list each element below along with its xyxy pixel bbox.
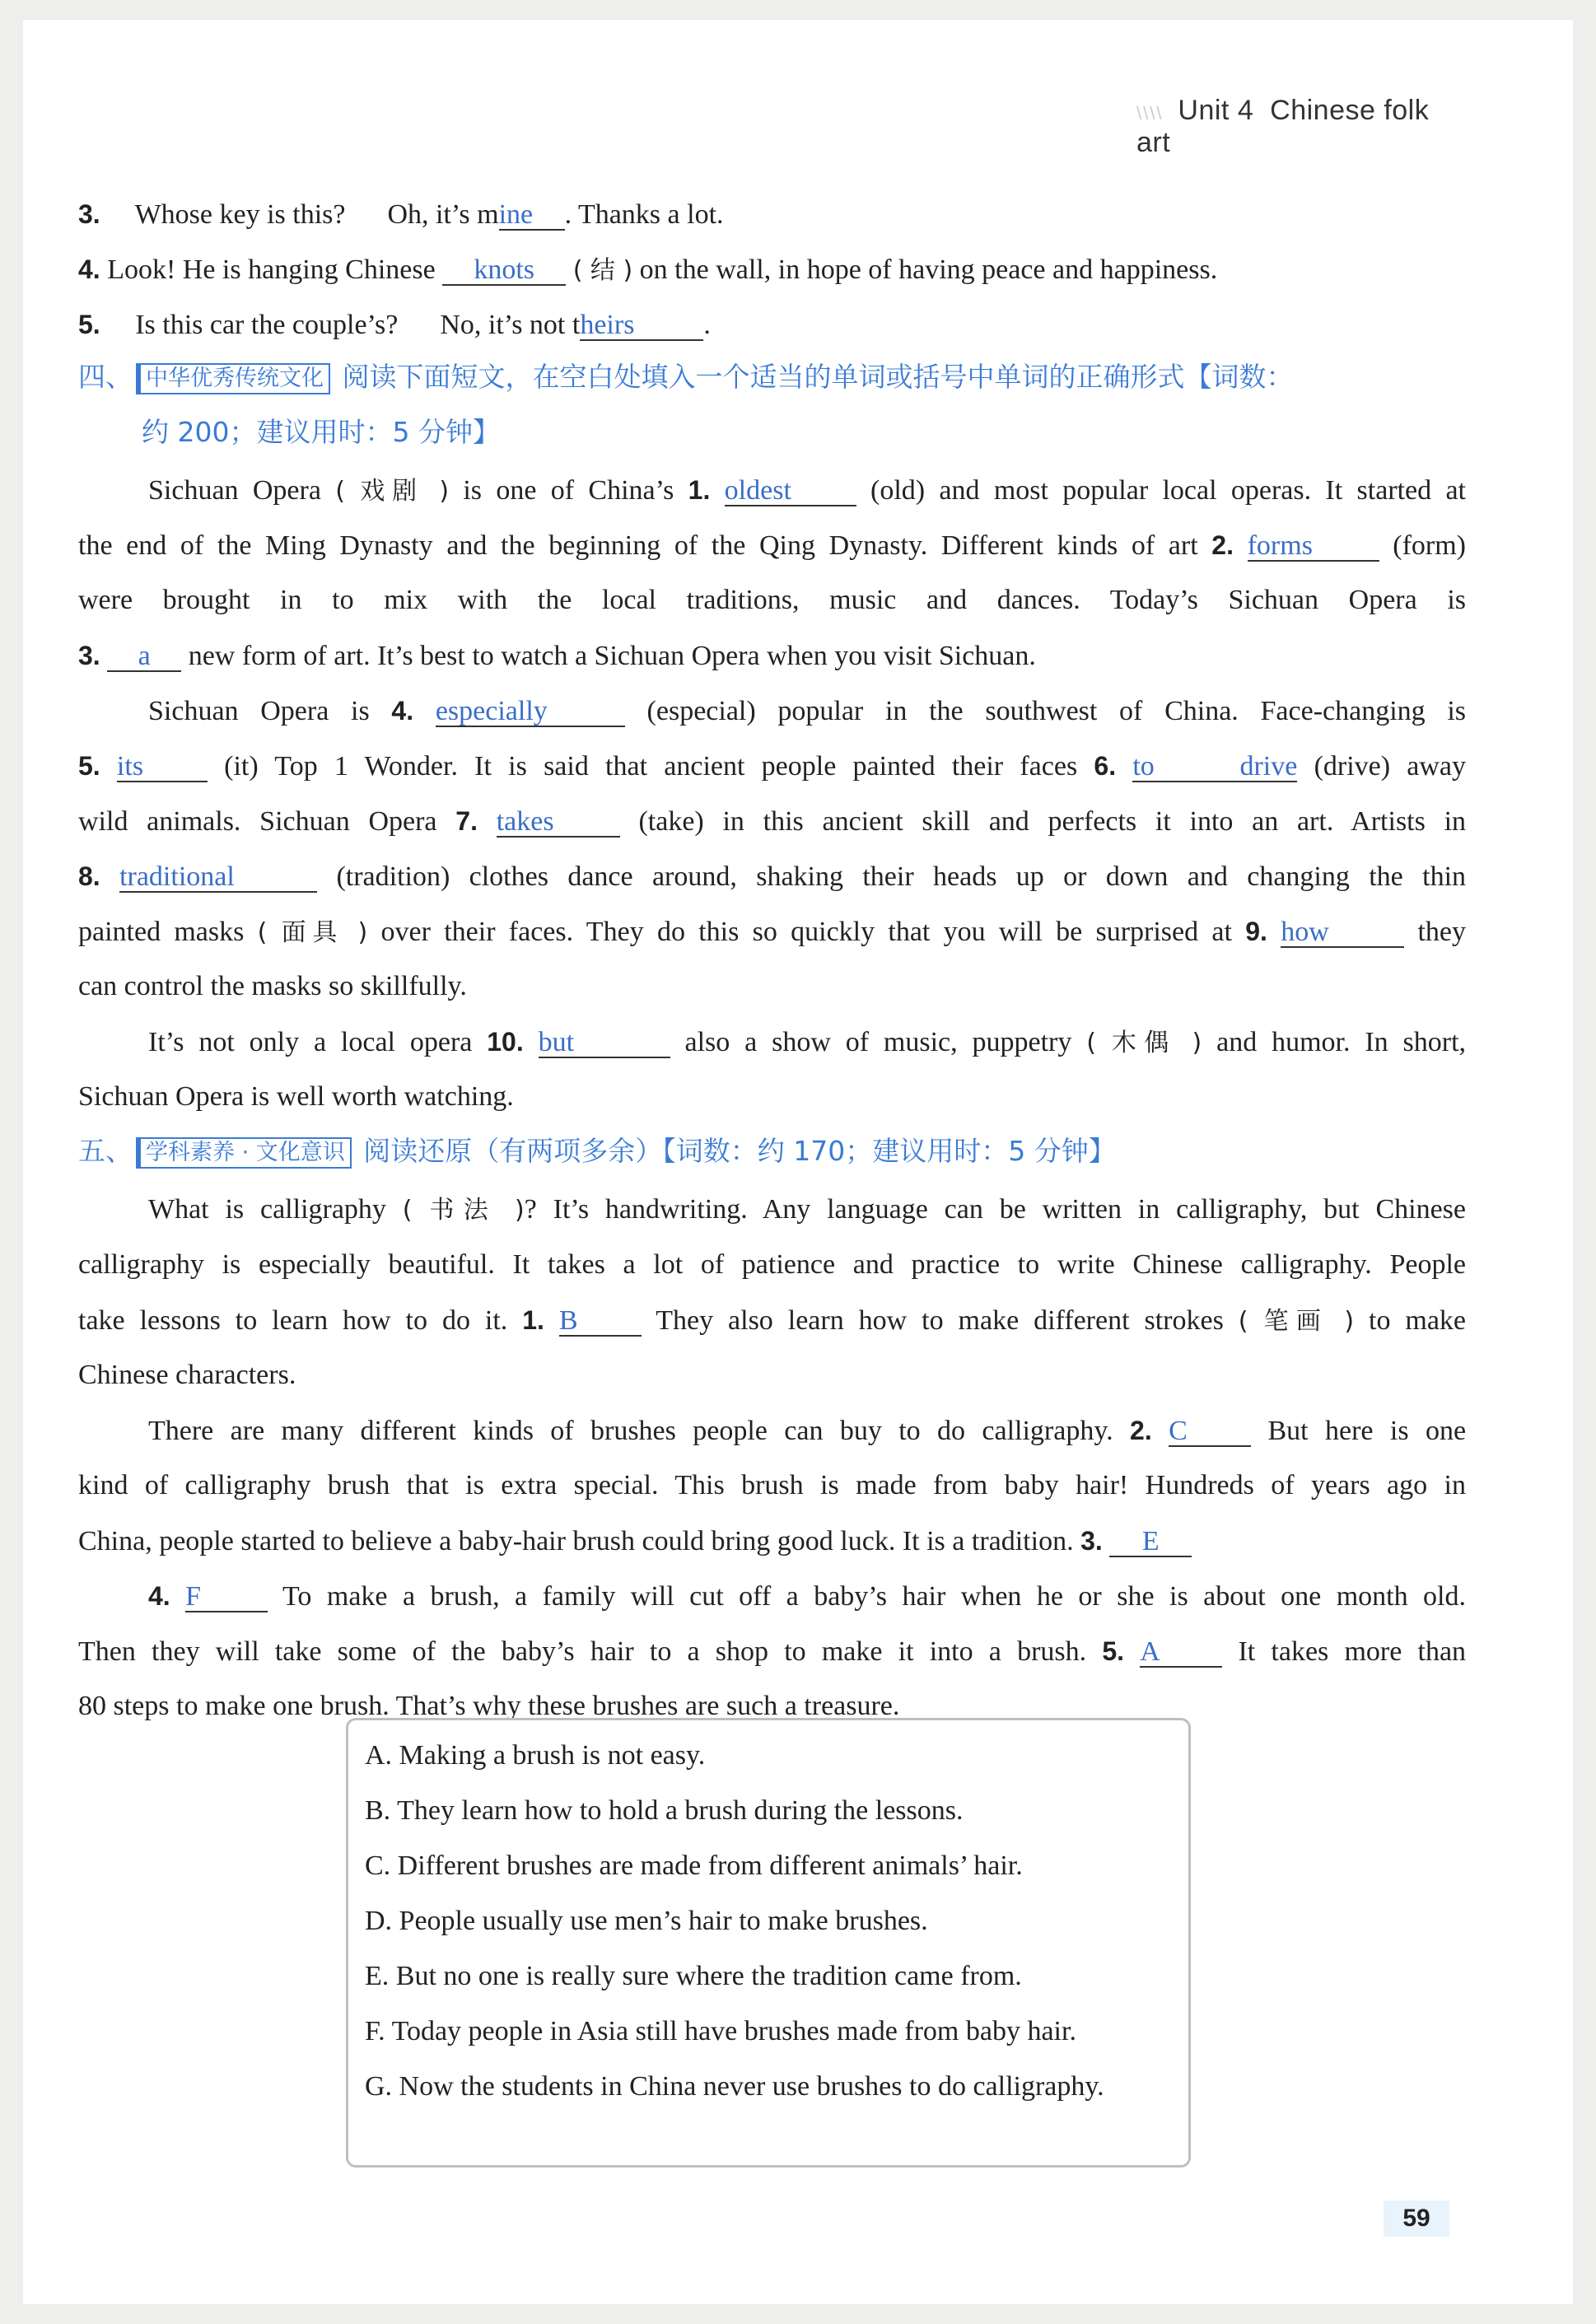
question-text: . Thanks a lot. (564, 199, 724, 230)
answer-blank: a (107, 642, 181, 672)
section-number: 四、 (78, 361, 133, 393)
question-number: 4. (78, 254, 100, 284)
text-segment: 4. (148, 1581, 170, 1611)
passage1-line (78, 583, 1466, 618)
text-segment: calligraphy is especially beautiful. It takes a lot of patience and practice to write Chinese calligraphy. People (78, 1249, 1466, 1280)
passage1-line (148, 473, 1466, 509)
passage2-line (148, 1579, 1466, 1614)
text-segment: ( 戏剧 ) (335, 477, 450, 506)
text-segment: over their faces. They do this so quickly that you will be surprised at (380, 917, 1232, 947)
text-segment: Sichuan Opera is well worth watching. (78, 1081, 514, 1112)
text-segment: To make a brush, a family will cut off a baby’s hair when he or she is about one month old. (282, 1581, 1467, 1612)
answer-blank: B (559, 1307, 642, 1337)
passage2-line (78, 1358, 1466, 1393)
question-text: No, it’s not t (440, 310, 581, 340)
text-segment: they (1417, 917, 1467, 947)
answer-blank: takes (497, 808, 620, 838)
passage1-line (78, 859, 1466, 894)
option-e: E. But no one is really sure where the tradition came from. (365, 1961, 1022, 1991)
text-segment: 80 steps to make one brush. That’s why these brushes are such a treasure. (78, 1691, 900, 1721)
text-segment: Sichuan Opera (148, 475, 321, 506)
unit-title: Chinese folk art (1136, 95, 1430, 158)
answer-blank: forms (1248, 532, 1379, 562)
option-g: G. Now the students in China never use brushes to do calligraphy. (365, 2071, 1104, 2102)
answer-blank: oldest (725, 477, 856, 506)
chinese-hint: ( 结 ) (572, 256, 633, 285)
question-4 (78, 252, 1466, 288)
section-5-heading (78, 1133, 1116, 1169)
text-segment: 1. (688, 475, 711, 505)
text-segment: to make (1369, 1305, 1467, 1336)
answer-blank: F (185, 1583, 268, 1612)
passage1-line (78, 1080, 1466, 1114)
text-segment: China, people started to believe a baby-hair brush could bring good luck. It is a tradition. (78, 1526, 1074, 1556)
text-segment: 3. (1080, 1526, 1103, 1556)
text-segment: Chinese characters. (78, 1360, 296, 1390)
passage1-line (78, 638, 1466, 674)
text-segment: can control the masks so skillfully. (78, 971, 467, 1001)
passage1-line (148, 693, 1466, 729)
text-segment: ( 木偶 ) (1086, 1029, 1202, 1057)
text-segment: 5. (78, 751, 100, 781)
section-tag: 学科素养 · 文化意识 (136, 1137, 352, 1169)
question-3 (78, 197, 1466, 232)
question-number: 5. (78, 310, 100, 339)
section-title-cont: 约 200；建议用时：5 分钟】 (142, 416, 500, 448)
passage2-line (78, 1524, 1466, 1559)
text-segment: But here is one (1267, 1416, 1467, 1446)
text-segment: It’s not only a local opera (148, 1027, 473, 1057)
text-segment: ( 面具 ) (257, 918, 368, 947)
section-4-heading (78, 359, 1294, 395)
text-segment: is one of China’s (463, 475, 674, 506)
section-tag: 中华优秀传统文化 (136, 363, 330, 394)
answer-blank: A (1140, 1638, 1222, 1668)
text-segment: were brought in to mix with the local traditions, music and dances. Today’s Sichuan Opera is (78, 585, 1466, 615)
text-segment: 1. (522, 1305, 544, 1335)
question-5 (78, 307, 1466, 343)
answer-blank: ine (499, 201, 565, 231)
page-number: 59 (1384, 2200, 1449, 2237)
passage1-line (78, 749, 1466, 784)
unit-label: Unit 4 (1178, 95, 1254, 126)
text-segment: and humor. In short, (1216, 1027, 1467, 1057)
options-box (346, 1718, 1191, 2168)
passage1-line (78, 914, 1466, 950)
text-segment: 10. (487, 1027, 524, 1057)
question-text: Look! He is hanging Chinese (107, 254, 436, 285)
text-segment: ? It’s handwriting. Any language can be written in calligraphy, but Chinese (524, 1194, 1466, 1225)
question-text: Oh, it’s m (387, 199, 499, 230)
text-segment: the end of the Ming Dynasty and the beginning of the Qing Dynasty. Different kinds of art (78, 530, 1198, 561)
option-a: A. Making a brush is not easy. (365, 1740, 706, 1771)
answer-blank: heirs (580, 311, 703, 341)
section-title: 阅读下面短文，在空白处填入一个适当的单词或括号中单词的正确形式【词数： (342, 361, 1294, 393)
text-segment: kind of calligraphy brush that is extra special. This brush is made from baby hair! Hundreds of years ago in (78, 1470, 1466, 1500)
text-segment: (form) (1393, 530, 1466, 561)
section-title: 阅读还原（有两项多余）【词数：约 170；建议用时：5 分钟】 (363, 1135, 1116, 1167)
text-segment: 8. (78, 861, 100, 891)
text-segment: Sichuan Opera is (148, 696, 370, 726)
text-segment: wild animals. Sichuan Opera (78, 806, 437, 837)
answer-blank: E (1109, 1528, 1192, 1557)
text-segment: 7. (455, 806, 478, 836)
text-segment: It takes more than (1238, 1636, 1467, 1667)
answer-blank: to drive (1132, 751, 1298, 782)
answer-blank: C (1169, 1417, 1251, 1447)
option-f: F. Today people in Asia still have brushes made from baby hair. (365, 2016, 1076, 2046)
text-segment: Then they will take some of the baby’s hair to a shop to make it into a brush. (78, 1636, 1087, 1667)
header-decoration: \\\\ (1136, 103, 1164, 124)
text-segment: ( 笔画 ) (1238, 1307, 1355, 1336)
question-text: on the wall, in hope of having peace and happiness. (639, 254, 1218, 285)
text-segment: take lessons to learn how to do it. (78, 1305, 508, 1336)
question-prompt: Is this car the couple’s? (135, 310, 399, 340)
text-segment: (take) in this ancient skill and perfects it into an art. Artists in (638, 806, 1467, 837)
text-segment: What is calligraphy (148, 1194, 386, 1225)
text-segment: (especial) popular in the southwest of China. Face-changing is (646, 696, 1467, 726)
answer-blank: its (117, 753, 208, 782)
passage1-line (148, 1024, 1466, 1061)
section-number: 五、 (78, 1135, 133, 1167)
text-segment: 9. (1245, 917, 1267, 946)
option-c: C. Different brushes are made from different animals’ hair. (365, 1850, 1023, 1881)
text-segment: 5. (1102, 1636, 1125, 1666)
answer-blank: how (1281, 918, 1404, 948)
option-d: D. People usually use men’s hair to make brushes. (365, 1906, 928, 1936)
section-4-heading-cont (142, 414, 500, 450)
passage1-line (78, 804, 1466, 839)
text-segment: new form of art. It’s best to watch a Sichuan Opera when you visit Sichuan. (188, 641, 1036, 671)
answer-blank: but (539, 1029, 670, 1058)
text-segment: ( 书法 ) (402, 1196, 525, 1225)
text-segment: (it) Top 1 Wonder. It is said that ancient people painted their faces (224, 751, 1078, 782)
passage2-line (78, 1248, 1466, 1282)
passage2-line (78, 1303, 1466, 1339)
passage2-line (148, 1413, 1466, 1449)
text-segment: (drive) away (1314, 751, 1467, 782)
question-prompt: Whose key is this? (134, 199, 346, 230)
passage1-line (78, 528, 1466, 563)
passage2-line (78, 1468, 1466, 1503)
text-segment: (tradition) clothes dance around, shaking their heads up or down and changing the thin (336, 861, 1467, 892)
passage2-line (148, 1192, 1466, 1228)
text-segment: There are many different kinds of brushes people can buy to do calligraphy. (148, 1416, 1113, 1446)
text-segment: (old) and most popular local operas. It started at (870, 475, 1467, 506)
text-segment: 2. (1130, 1416, 1152, 1445)
page-header (1136, 95, 1466, 159)
text-segment: 4. (391, 696, 414, 726)
passage1-line (78, 969, 1466, 1004)
answer-blank: traditional (119, 863, 317, 893)
option-b: B. They learn how to hold a brush during the lessons. (365, 1795, 964, 1826)
text-segment: also a show of music, puppetry (684, 1027, 1072, 1057)
answer-blank: especially (436, 698, 625, 727)
text-segment: 2. (1211, 530, 1234, 560)
text-segment: painted masks (78, 917, 245, 947)
question-number: 3. (78, 199, 100, 229)
text-segment: 6. (1094, 751, 1117, 781)
text-segment: They also learn how to make different strokes (656, 1305, 1224, 1336)
question-text: . (703, 310, 711, 340)
passage2-line (78, 1634, 1466, 1669)
answer-blank: knots (442, 256, 566, 286)
text-segment: 3. (78, 641, 100, 670)
